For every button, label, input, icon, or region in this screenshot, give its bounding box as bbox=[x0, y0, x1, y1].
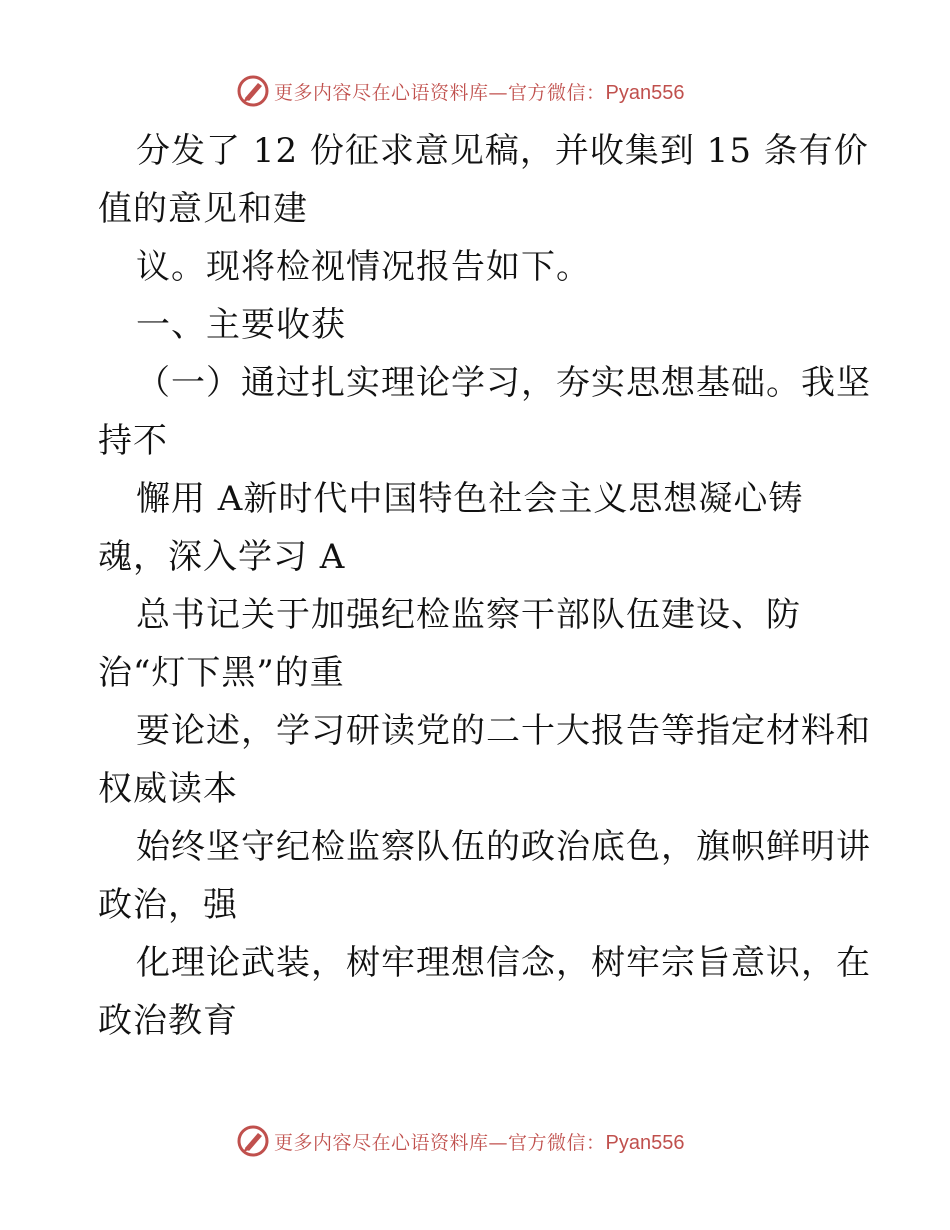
text-line: 值的意见和建 bbox=[98, 189, 308, 229]
text-line: 政治，强 bbox=[98, 885, 238, 925]
text-line: 总书记关于加强纪检监察干部队伍建设、防 bbox=[136, 595, 801, 635]
text-line: （一）通过扎实理论学习，夯实思想基础。我坚 bbox=[136, 363, 871, 403]
text-line: 政治教育 bbox=[98, 1001, 238, 1041]
text-line: 一、主要收获 bbox=[136, 305, 346, 345]
text-line: 懈用 A新时代中国特色社会主义思想凝心铸 bbox=[136, 479, 804, 519]
quill-pen-icon bbox=[236, 74, 270, 108]
text-line: 魂，深入学习 A bbox=[98, 537, 346, 577]
quill-pen-icon bbox=[236, 1124, 270, 1158]
text-line: 化理论武装，树牢理想信念，树牢宗旨意识，在 bbox=[136, 943, 871, 983]
footer-watermark bbox=[236, 1124, 684, 1158]
text-line: 议。现将检视情况报告如下。 bbox=[136, 247, 591, 287]
text-line: 持不 bbox=[98, 421, 168, 461]
text-line: 分发了 12 份征求意见稿，并收集到 15 条有价 bbox=[136, 131, 869, 171]
text-line: 始终坚守纪检监察队伍的政治底色，旗帜鲜明讲 bbox=[136, 827, 871, 867]
watermark-text: 更多内容尽在心语资料库—官方微信：Pyan556 bbox=[274, 1131, 685, 1154]
text-line: 权威读本 bbox=[98, 769, 238, 809]
watermark-text: 更多内容尽在心语资料库—官方微信：Pyan556 bbox=[274, 81, 685, 104]
text-line: 治“灯下黑”的重 bbox=[98, 653, 345, 693]
header-watermark bbox=[236, 74, 684, 108]
text-line: 要论述，学习研读党的二十大报告等指定材料和 bbox=[136, 711, 871, 751]
document-body bbox=[98, 122, 871, 1050]
